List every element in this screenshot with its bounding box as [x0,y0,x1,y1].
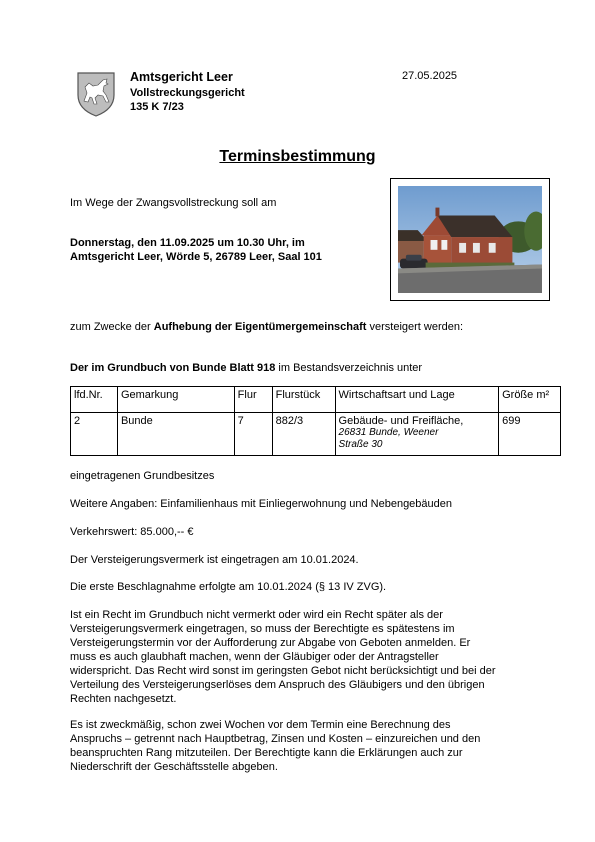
lage-main: Gebäude- und Freifläche, [338,415,464,427]
cell-nr: 2 [71,413,118,456]
appointment-line-1: Donnerstag, den 11.09.2025 um 10.30 Uhr, im [70,237,305,249]
house-photo [390,178,550,301]
page-title: Terminsbestimmung [219,148,376,165]
paragraph-line: Anspruchs – getrennt nach Hauptbetrag, Zinsen und Kosten – einzureichen und den [70,733,481,745]
court-department: Vollstreckungsgericht [130,87,245,99]
paragraph-line: widerspricht. Das Recht wird sonst im geringsten Gebot nicht berücksichtigt und bei der [70,665,496,677]
paragraph-line: Versteigerungsvermerk eingetragen, so muss der Berechtigte es spätestens im [70,623,455,635]
file-number: 135 K 7/23 [130,101,184,113]
market-value-text: Verkehrswert: 85.000,-- € [70,526,194,538]
purpose-prefix: zum Zwecke der [70,321,154,333]
registered-property-text: eingetragenen Grundbesitzes [70,470,215,482]
register-bold: Der im Grundbuch von Bunde Blatt 918 [70,362,276,374]
paragraph-line: beanspruchten Rang mitzuteilen. Der Berechtigte kann die Erklärungen auch zur [70,747,463,759]
paragraph-rights-notice [70,608,550,706]
register-text [70,361,422,375]
further-info-text: Weitere Angaben: Einfamilienhaus mit Einliegerwohnung und Nebengebäuden [70,498,453,510]
paragraph-line: Versteigerungstermin vor der Aufforderung zur Abgabe von Geboten anmelden. Er [70,637,471,649]
paragraph-line: muss es auch glaubhaft machen, wenn der Gläubiger oder der Antragsteller [70,651,439,663]
paragraph-line: Verteilung des Versteigerungserlöses dem Anspruch des Gläubigers und den übrigen [70,679,485,691]
table-header-row [71,387,561,413]
property-table [70,386,561,456]
intro-text: Im Wege der Zwangsvollstreckung soll am [70,197,277,209]
cell-groesse: 699 [499,413,561,456]
lage-address-1: 26831 Bunde, Weener [338,427,439,438]
column-header: lfd.Nr. [71,387,118,413]
cell-flurstueck: 882/3 [272,413,335,456]
paragraph-line: Rechten nachgesetzt. [70,693,177,705]
paragraph-line: Niederschrift der Geschäftsstelle abgeben. [70,761,278,773]
paragraph-line: Es ist zweckmäßig, schon zwei Wochen vor dem Termin eine Berechnung des [70,719,451,731]
column-header: Größe m² [499,387,561,413]
purpose-bold: Aufhebung der Eigentümergemeinschaft [153,321,367,333]
column-header: Gemarkung [117,387,234,413]
cell-flur: 7 [234,413,272,456]
document-date: 27.05.2025 [402,70,458,82]
cell-lage [335,413,499,456]
auction-note-text: Der Versteigerungsvermerk ist eingetragen am 10.01.2024. [70,554,359,566]
column-header: Wirtschaftsart und Lage [335,387,499,413]
column-header: Flurstück [272,387,335,413]
paragraph-line: Ist ein Recht im Grundbuch nicht vermerkt oder wird ein Recht später als der [70,609,443,621]
purpose-suffix: versteigert werden: [366,321,464,333]
column-header: Flur [234,387,272,413]
paragraph-claim-advice [70,718,550,774]
register-rest: im Bestandsverzeichnis unter [275,362,423,374]
coat-of-arms-icon [76,71,116,117]
appointment-line-2: Amtsgericht Leer, Wörde 5, 26789 Leer, Saal 101 [70,251,322,263]
purpose-text [70,320,463,334]
lage-address-2: Straße 30 [338,439,383,450]
cell-gemarkung: Bunde [117,413,234,456]
table-row [71,413,561,456]
court-name: Amtsgericht Leer [130,70,233,84]
seizure-text: Die erste Beschlagnahme erfolgte am 10.01.2024 (§ 13 IV ZVG). [70,581,387,593]
